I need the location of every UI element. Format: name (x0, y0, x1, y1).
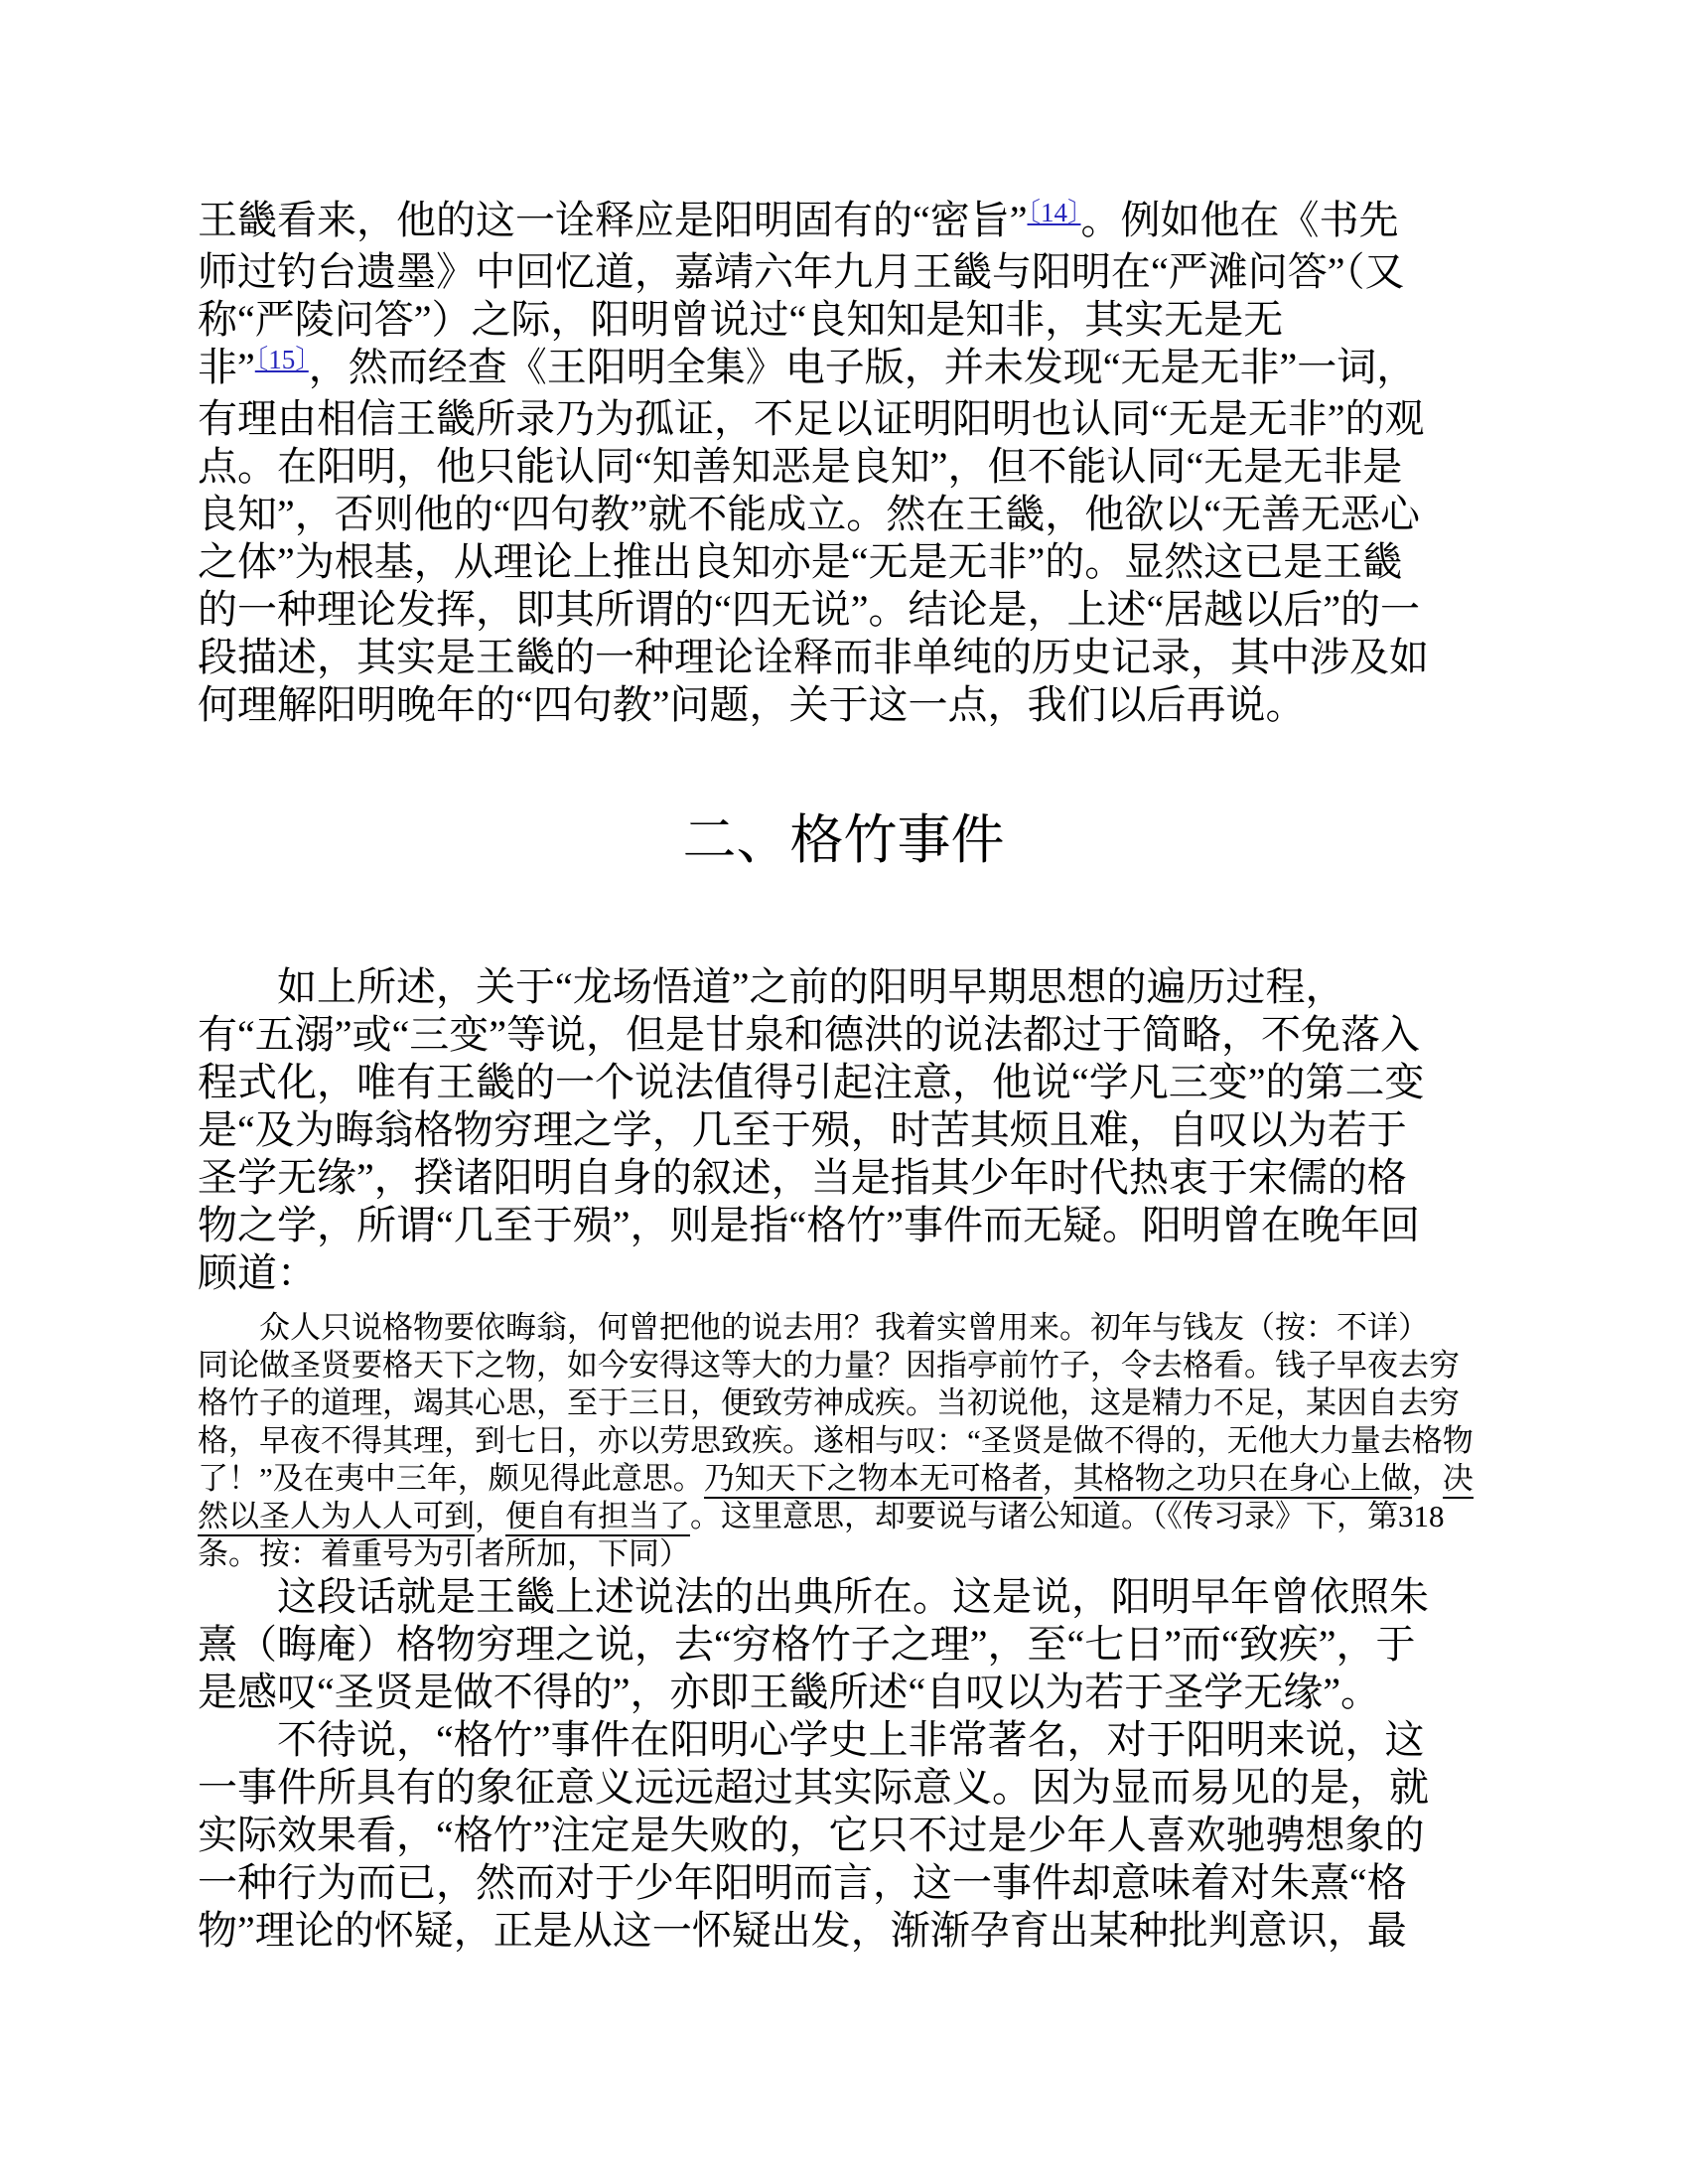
text-line (198, 491, 1489, 538)
text-run: ，然而经查《王阳明全集》电子版，并未发现“无是无非”一词， (308, 345, 1417, 389)
text-line (198, 538, 1489, 586)
text-run: 格，早夜不得其理，到七日，亦以劳思致疾。遂相与叹：“圣贤是做不得的，无他大力量去格物 (198, 1423, 1474, 1458)
text-run: 是“及为晦翁格物穷理之学，几至于殒，时苦其烦且难，自叹以为若于 (198, 1107, 1407, 1152)
text-line (198, 1498, 1489, 1535)
text-run: 之体”为根基，从理论上推出良知亦是“无是无非”的。显然这已是王畿 (198, 539, 1403, 584)
text-content (198, 0, 1489, 1955)
paragraph (198, 1573, 1489, 1716)
emphasized-text: 然以圣人为人人可到 (198, 1499, 475, 1536)
text-run: 的一种理论发挥，即其所谓的“四无说”。结论是，上述“居越以后”的一 (198, 587, 1421, 632)
text-line (198, 1859, 1489, 1907)
emphasized-text: 其格物之功只在身心上做 (1073, 1461, 1412, 1499)
text-run: 熹（晦庵）格物穷理之说，去“穷格竹子之理”，至“七日”而“致疾”，于 (198, 1622, 1416, 1667)
text-line (198, 197, 1489, 248)
text-run: 顾道： (198, 1250, 317, 1295)
text-run: 程式化，唯有王畿的一个说法值得引起注意，他说“学凡三变”的第二变 (198, 1060, 1425, 1104)
text-run: 师过钓台遗墨》中回忆道，嘉靖六年九月王畿与阳明在“严滩问答”（又 (198, 249, 1405, 294)
text-run: ， (1042, 1461, 1073, 1496)
text-run: 同论做圣贤要格天下之物，如今安得这等大的力量？因指亭前竹子，令去格看。钱子早夜去穷 (198, 1348, 1460, 1383)
text-line (198, 634, 1489, 681)
text-run: 格竹子的道理，竭其心思，至于三日，便致劳神成疾。当初说他，这是精力不足，某因自去穷 (198, 1385, 1460, 1420)
text-line (198, 586, 1489, 634)
text-run: 有“五溺”或“三变”等说，但是甘泉和德洪的说法都过于简略，不免落入 (198, 1012, 1421, 1057)
footnote-link[interactable]: 〔14〕 (1027, 198, 1081, 227)
text-run: 物”理论的怀疑，正是从这一怀疑出发，渐渐孕育出某种批判意识，最 (198, 1908, 1407, 1953)
text-run: 众人只说格物要依晦翁，何曾把他的说去用？我着实曾用来。初年与钱友（按：不详） (259, 1310, 1429, 1345)
text-line (198, 681, 1489, 729)
text-line (198, 1059, 1489, 1106)
text-run: 圣学无缘”，揆诸阳明自身的叙述，当是指其少年时代热衷于宋儒的格 (198, 1155, 1407, 1200)
text-line (198, 1535, 1489, 1573)
text-line (198, 1621, 1489, 1669)
text-run: 如上所述，关于“龙场悟道”之前的阳明早期思想的遍历过程， (277, 964, 1345, 1009)
text-line (198, 1011, 1489, 1059)
text-run: 一事件所具有的象征意义远远超过其实际意义。因为显而易见的是，就 (198, 1765, 1429, 1810)
text-run: 这段话就是王畿上述说法的出典所在。这是说，阳明早年曾依照朱 (277, 1574, 1429, 1619)
emphasized-text: 便自有担当了 (505, 1499, 690, 1536)
text-run: 实际效果看，“格竹”注定是失败的，它只不过是少年人喜欢驰骋想象的 (198, 1813, 1425, 1857)
text-run: 不待说，“格竹”事件在阳明心学史上非常著名，对于阳明来说，这 (277, 1717, 1425, 1762)
text-line (198, 1764, 1489, 1812)
text-run: ， (475, 1499, 505, 1533)
text-line (198, 1384, 1489, 1422)
text-line (198, 344, 1489, 395)
text-run: ， (1411, 1461, 1443, 1496)
text-run: 条。按：着重号为引者所加，下同） (198, 1536, 690, 1571)
text-run: 。这里意思，却要说与诸公知道。（《传习录》下，第318 (690, 1499, 1445, 1533)
text-run: 段描述，其实是王畿的一种理论诠释而非单纯的历史记录，其中涉及如 (198, 635, 1429, 679)
text-run: 良知”，否则他的“四句教”就不能成立。然在王畿，他欲以“无善无恶心 (198, 492, 1421, 536)
text-line (198, 1249, 1489, 1297)
text-line (198, 395, 1489, 443)
text-line (198, 443, 1489, 491)
text-run: 王畿看来，他的这一诠释应是阳明固有的“密旨” (198, 198, 1028, 242)
text-line (198, 1669, 1489, 1716)
emphasized-text: 决 (1443, 1461, 1474, 1499)
text-line (198, 296, 1489, 344)
text-run: 了！”及在夷中三年，颇见得此意思。 (198, 1461, 704, 1496)
text-run: 何理解阳明晚年的“四句教”问题，关于这一点，我们以后再说。 (198, 682, 1306, 727)
block-quote (198, 1309, 1489, 1573)
paragraph (198, 197, 1489, 729)
text-run: 是感叹“圣贤是做不得的”，亦即王畿所述“自叹以为若于圣学无缘”。 (198, 1670, 1381, 1714)
text-line (198, 1573, 1489, 1621)
text-line (198, 1309, 1489, 1347)
emphasized-text: 乃知天下之物本无可格者 (704, 1461, 1043, 1499)
text-line (198, 963, 1489, 1011)
text-run: 点。在阳明，他只能认同“知善知恶是良知”，但不能认同“无是无非是 (198, 444, 1403, 489)
text-line (198, 1812, 1489, 1859)
text-line (198, 1422, 1489, 1460)
text-run: 非” (198, 345, 255, 389)
text-run: 物之学，所谓“几至于殒”，则是指“格竹”事件而无疑。阳明曾在晚年回 (198, 1203, 1421, 1247)
paragraph (198, 963, 1489, 1297)
paragraph (198, 1716, 1489, 1955)
text-line (198, 1907, 1489, 1955)
text-line (198, 1154, 1489, 1202)
text-line (198, 1106, 1489, 1154)
text-line (198, 1716, 1489, 1764)
text-run: 。例如他在《书先 (1080, 198, 1399, 242)
footnote-link[interactable]: 〔15〕 (254, 345, 309, 374)
text-run: 称“严陵问答”）之际，阳明曾说过“良知知是知非，其实无是无 (198, 297, 1284, 342)
text-line (198, 1202, 1489, 1249)
text-line (198, 1347, 1489, 1384)
section-heading: 二、格竹事件 (682, 810, 1005, 870)
text-run: 一种行为而已，然而对于少年阳明而言，这一事件却意味着对朱熹“格 (198, 1860, 1407, 1905)
text-line (198, 1460, 1489, 1498)
text-line (198, 248, 1489, 296)
text-run: 有理由相信王畿所录乃为孤证，不足以证明阳明也认同“无是无非”的观 (198, 396, 1425, 441)
